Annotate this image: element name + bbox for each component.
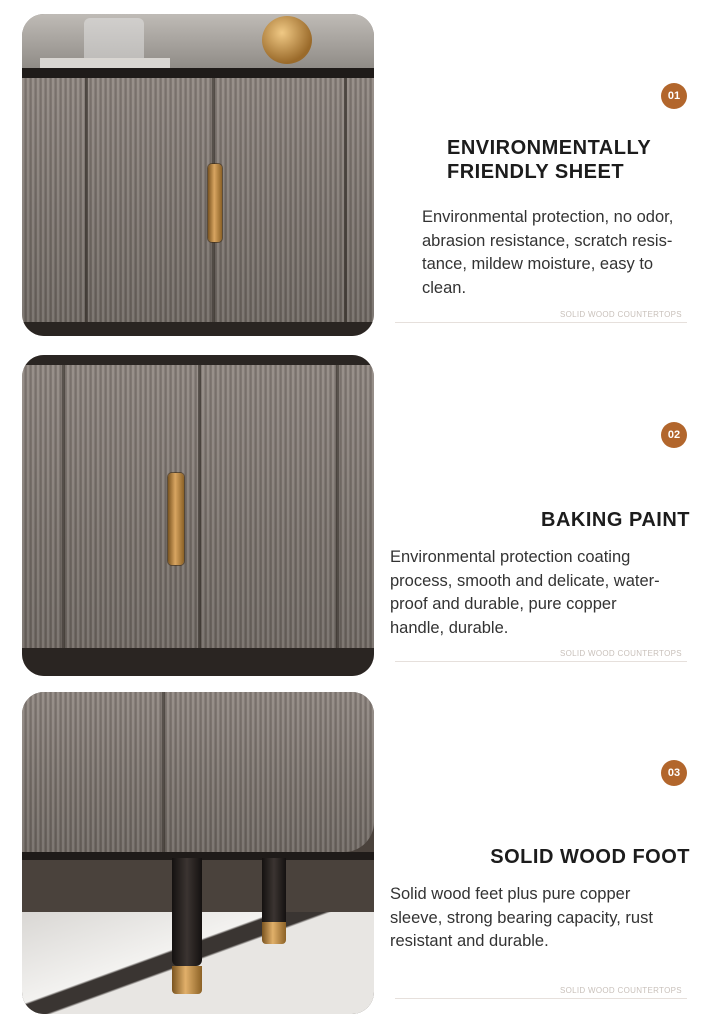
- description-line: proof and durable, pure copper: [390, 595, 617, 613]
- cabinet-base: [22, 322, 374, 336]
- section-caption: SOLID WOOD COUNTERTOPS: [560, 986, 682, 995]
- gold-vase: [262, 16, 312, 64]
- cabinet-photo-3: [22, 692, 374, 1014]
- description-line: Environmental protection, no odor,: [422, 208, 674, 226]
- section-title: SOLID WOOD FOOT: [490, 846, 690, 868]
- description-line: sleeve, strong bearing capacity, rust: [390, 908, 653, 927]
- section-title: BAKING PAINT: [541, 509, 690, 531]
- countertop: [22, 68, 374, 78]
- copper-sleeve: [262, 922, 286, 944]
- section-number-badge: 01: [661, 83, 687, 109]
- description-line: Solid wood feet plus pure copper: [390, 885, 631, 903]
- description-line: resistant and durable.: [390, 932, 549, 950]
- book-decor: [40, 58, 170, 68]
- divider: [395, 998, 687, 999]
- cabinet-photo-1: [22, 14, 374, 336]
- section-description: [422, 206, 673, 300]
- description-line: handle, durable.: [390, 618, 509, 637]
- section-number-badge: 02: [661, 422, 687, 448]
- cabinet-front: [22, 78, 374, 322]
- copper-handle: [168, 473, 184, 565]
- section-number-badge: 03: [661, 760, 687, 786]
- cabinet-front: [22, 365, 374, 648]
- section-caption: SOLID WOOD COUNTERTOPS: [560, 649, 682, 658]
- divider: [395, 661, 687, 662]
- description-line: Environmental protection coating: [390, 548, 631, 566]
- wood-foot: [172, 858, 202, 966]
- divider: [395, 322, 687, 323]
- cabinet-photo-2: [22, 355, 374, 676]
- cabinet-base: [22, 648, 374, 676]
- description-line: clean.: [422, 278, 467, 297]
- section-title: [447, 136, 651, 184]
- wood-foot: [262, 858, 286, 922]
- copper-handle: [208, 164, 222, 242]
- section-title-line-2: FRIENDLY SHEET: [447, 161, 625, 183]
- description-line: process, smooth and delicate, water-: [390, 571, 660, 590]
- copper-sleeve: [172, 966, 202, 994]
- section-description: [390, 883, 653, 954]
- section-title-line-1: ENVIRONMENTALLY: [447, 137, 652, 159]
- countertop: [22, 355, 374, 365]
- section-caption: SOLID WOOD COUNTERTOPS: [560, 310, 682, 319]
- description-line: tance, mildew moisture, easy to: [422, 255, 654, 273]
- cabinet-front: [22, 692, 374, 852]
- section-description: [390, 546, 660, 640]
- description-line: abrasion resistance, scratch resis-: [422, 231, 673, 250]
